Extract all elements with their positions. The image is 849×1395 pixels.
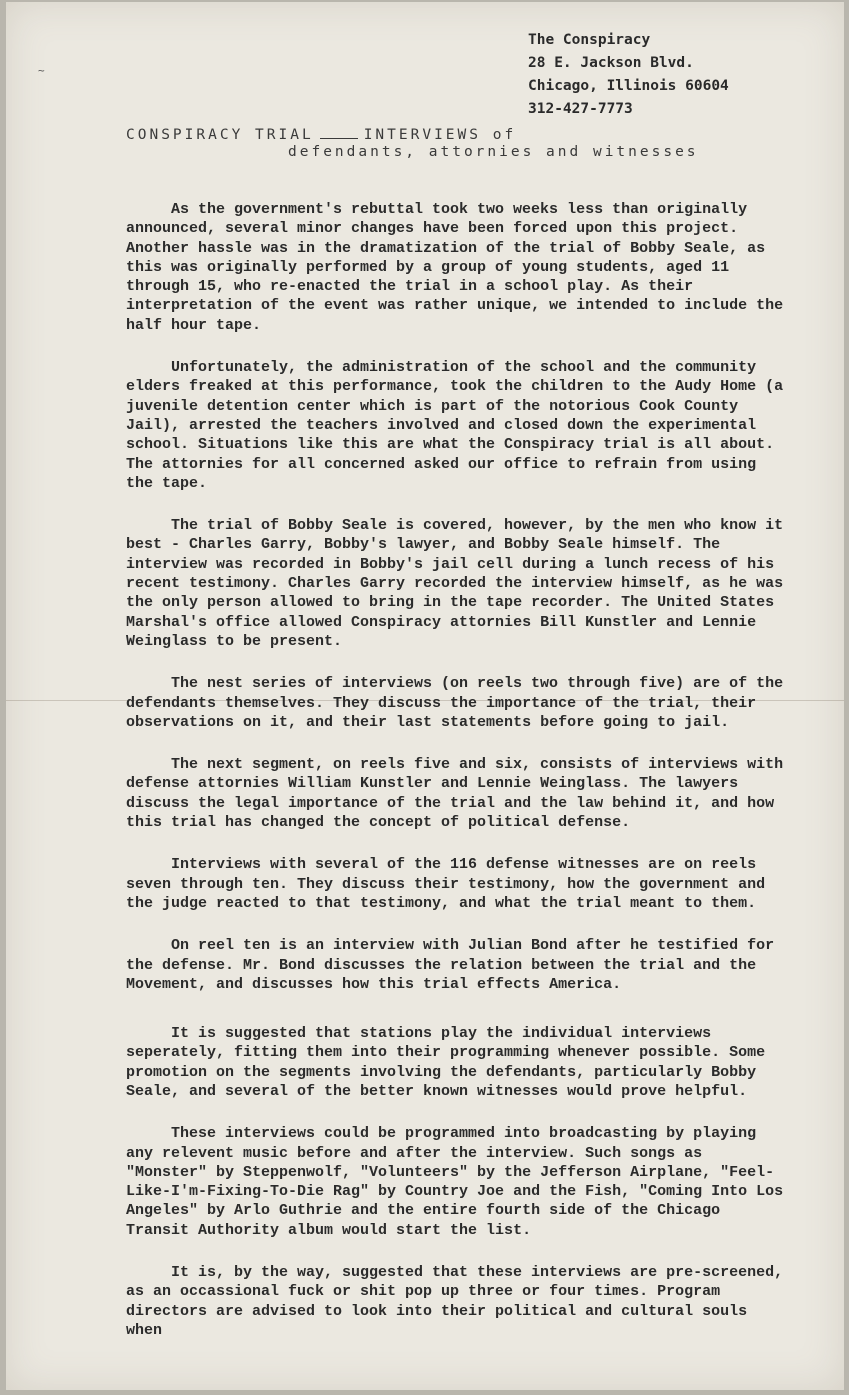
- paragraph: The nest series of interviews (on reels two through five) are of the defendants themselves. They discuss the importance of the trial, their observations on it, and their last statements before going to jail.: [126, 675, 784, 731]
- paragraph: The next segment, on reels five and six, consists of interviews with defense attornies William Kunstler and Lennie Weinglass. The lawyers discuss the legal importance of the trial and the law behind it, and how this trial has changed the concept of political defense.: [126, 756, 784, 832]
- address-city: Chicago, Illinois 60604: [528, 78, 729, 94]
- document-heading: [126, 127, 699, 160]
- address-name: The Conspiracy: [528, 32, 651, 48]
- letter-body: [126, 200, 786, 1363]
- paragraph: Unfortunately, the administration of the school and the community elders freaked at this performance, took the children to the Audy Home (a juvenile detention center which is part of the notorious Cook County Jail), arrested the teachers involved and closed down the experimental school. Situations like this are what the Conspiracy trial is all about. The attornies for all concerned asked our office to refrain from using the tape.: [126, 359, 784, 492]
- address-street: 28 E. Jackson Blvd.: [528, 55, 694, 71]
- paragraph: These interviews could be programmed into broadcasting by playing any relevent music before and after the interview. Such songs as "Monster" by Steppenwolf, "Volunteers" by the Jefferson Airplane, "Feel-Like-I'm-Fixing-To-Die Rag" by Country Joe and the Fish, "Coming Into Los Angeles" by Arlo Guthrie and the entire fourth side of the Chicago Transit Authority album would start the list.: [126, 1125, 784, 1239]
- heading-blank-line: [320, 138, 358, 139]
- sender-address: [528, 29, 729, 121]
- heading-subtitle: INTERVIEWS of: [363, 127, 517, 143]
- heading-line-2: defendants, attornies and witnesses: [288, 144, 699, 160]
- address-phone: 312-427-7773: [528, 101, 633, 117]
- paragraph: The trial of Bobby Seale is covered, however, by the men who know it best - Charles Garry, Bobby's lawyer, and Bobby Seale himself. The interview was recorded in Bobby's jail cell during a lunch recess of his recent testimony. Charles Garry recorded the interview himself, as he was the only person allowed to bring in the tape recorder. The United States Marshal's office allowed Conspiracy attornies Bill Kunstler and Lennie Weinglass to be present.: [126, 517, 784, 650]
- paragraph: It is, by the way, suggested that these interviews are pre-screened, as an occassional fuck or shit pop up three or four times. Program directors are advised to look into their political and cultural souls when: [126, 1264, 784, 1339]
- paragraph: As the government's rebuttal took two weeks less than originally announced, several minor changes have been forced upon this project. Another hassle was in the dramatization of the trial of Bobby Seale, as this was originally performed by a group of young students, aged 11 through 15, who re-enacted the trial in a school play. As their interpretation of the event was rather unique, we intended to include the half hour tape.: [126, 201, 784, 334]
- document-page: [6, 2, 844, 1390]
- heading-title: CONSPIRACY TRIAL: [126, 127, 314, 143]
- paragraph: Interviews with several of the 116 defense witnesses are on reels seven through ten. They discuss their testimony, how the government and the judge reacted to that testimony, and what the trial meant to them.: [126, 856, 766, 912]
- paragraph: It is suggested that stations play the individual interviews seperately, fitting them into their programming whenever possible. Some promotion on the segments involving the defendants, particularly Bobby Seale, and several of the better known witnesses would prove helpful.: [126, 1025, 766, 1100]
- ink-speck: ~: [38, 64, 45, 77]
- paragraph: On reel ten is an interview with Julian Bond after he testified for the defense. Mr. Bond discusses the relation between the trial and the Movement, and discusses how this trial effects America.: [126, 937, 775, 993]
